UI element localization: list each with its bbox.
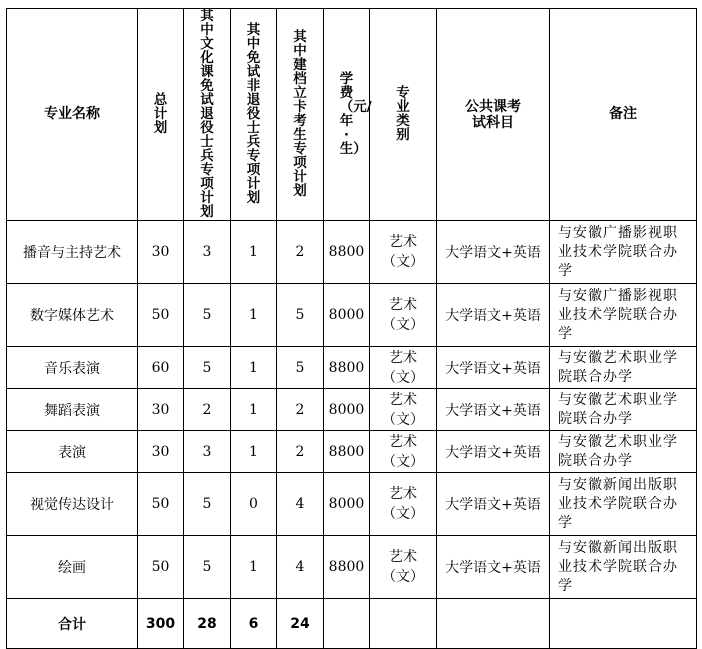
totals-tuition-empty bbox=[324, 599, 370, 649]
cell-veteran: 3 bbox=[184, 221, 231, 284]
cell-tuition: 8800 bbox=[324, 431, 370, 473]
cell-veteran: 5 bbox=[184, 473, 231, 536]
cell-nonexam: 0 bbox=[231, 473, 277, 536]
cell-poverty: 5 bbox=[277, 284, 324, 347]
table-row bbox=[7, 221, 697, 284]
cell-subjects: 大学语文+英语 bbox=[437, 536, 550, 599]
cell-total: 50 bbox=[138, 536, 184, 599]
cell-nonexam: 1 bbox=[231, 389, 277, 431]
cell-nonexam: 1 bbox=[231, 431, 277, 473]
cell-veteran: 5 bbox=[184, 347, 231, 389]
cell-veteran: 3 bbox=[184, 431, 231, 473]
cell-remarks: 与安徽艺术职业学院联合办学 bbox=[550, 389, 697, 431]
totals-nonexam: 6 bbox=[231, 599, 277, 649]
table-row bbox=[7, 284, 697, 347]
header-category: 专业类别 bbox=[370, 9, 437, 221]
cell-subjects: 大学语文+英语 bbox=[437, 431, 550, 473]
cell-veteran: 5 bbox=[184, 536, 231, 599]
cell-major: 表演 bbox=[7, 431, 138, 473]
cell-category: 艺术 （文） bbox=[370, 473, 437, 536]
totals-total: 300 bbox=[138, 599, 184, 649]
header-tuition: 学费（元/年·生） bbox=[324, 9, 370, 221]
cell-poverty: 5 bbox=[277, 347, 324, 389]
cell-total: 50 bbox=[138, 284, 184, 347]
cell-major: 音乐表演 bbox=[7, 347, 138, 389]
cell-category: 艺术 （文） bbox=[370, 347, 437, 389]
cell-poverty: 4 bbox=[277, 473, 324, 536]
header-poverty-plan: 其中建档立卡考生专项计划 bbox=[277, 9, 324, 221]
cell-veteran: 2 bbox=[184, 389, 231, 431]
cell-category: 艺术 （文） bbox=[370, 431, 437, 473]
cell-poverty: 2 bbox=[277, 221, 324, 284]
totals-label: 合计 bbox=[7, 599, 138, 649]
cell-tuition: 8000 bbox=[324, 473, 370, 536]
cell-total: 30 bbox=[138, 431, 184, 473]
cell-subjects: 大学语文+英语 bbox=[437, 473, 550, 536]
cell-major: 舞蹈表演 bbox=[7, 389, 138, 431]
cell-tuition: 8800 bbox=[324, 536, 370, 599]
header-public-subjects: 公共课考试科目 bbox=[437, 9, 550, 221]
totals-subjects-empty bbox=[437, 599, 550, 649]
cell-category: 艺术 （文） bbox=[370, 284, 437, 347]
header-veteran-plan: 其中文化课免试退役士兵专项计划 bbox=[184, 9, 231, 221]
cell-total: 60 bbox=[138, 347, 184, 389]
cell-veteran: 5 bbox=[184, 284, 231, 347]
cell-subjects: 大学语文+英语 bbox=[437, 221, 550, 284]
header-nonexam-plan: 其中免试非退役士兵专项计划 bbox=[231, 9, 277, 221]
cell-tuition: 8800 bbox=[324, 221, 370, 284]
cell-nonexam: 1 bbox=[231, 221, 277, 284]
table-row bbox=[7, 347, 697, 389]
cell-nonexam: 1 bbox=[231, 536, 277, 599]
totals-veteran: 28 bbox=[184, 599, 231, 649]
cell-remarks: 与安徽广播影视职业技术学院联合办学 bbox=[550, 284, 697, 347]
cell-poverty: 2 bbox=[277, 431, 324, 473]
totals-poverty: 24 bbox=[277, 599, 324, 649]
header-row bbox=[7, 9, 697, 221]
cell-nonexam: 1 bbox=[231, 284, 277, 347]
table-row bbox=[7, 431, 697, 473]
header-total-plan: 总计划 bbox=[138, 9, 184, 221]
cell-major: 数字媒体艺术 bbox=[7, 284, 138, 347]
table-row bbox=[7, 389, 697, 431]
cell-remarks: 与安徽广播影视职业技术学院联合办学 bbox=[550, 221, 697, 284]
cell-major: 绘画 bbox=[7, 536, 138, 599]
cell-total: 30 bbox=[138, 221, 184, 284]
cell-nonexam: 1 bbox=[231, 347, 277, 389]
cell-category: 艺术 （文） bbox=[370, 221, 437, 284]
cell-total: 30 bbox=[138, 389, 184, 431]
cell-tuition: 8800 bbox=[324, 347, 370, 389]
cell-remarks: 与安徽艺术职业学院联合办学 bbox=[550, 431, 697, 473]
header-remarks: 备注 bbox=[550, 9, 697, 221]
totals-category-empty bbox=[370, 599, 437, 649]
cell-subjects: 大学语文+英语 bbox=[437, 347, 550, 389]
enrollment-plan-table bbox=[6, 8, 697, 649]
totals-row bbox=[7, 599, 697, 649]
cell-category: 艺术 （文） bbox=[370, 536, 437, 599]
totals-remarks-empty bbox=[550, 599, 697, 649]
header-major: 专业名称 bbox=[7, 9, 138, 221]
cell-category: 艺术 （文） bbox=[370, 389, 437, 431]
cell-tuition: 8000 bbox=[324, 284, 370, 347]
table-row bbox=[7, 536, 697, 599]
table-row bbox=[7, 473, 697, 536]
cell-tuition: 8000 bbox=[324, 389, 370, 431]
cell-major: 视觉传达设计 bbox=[7, 473, 138, 536]
cell-total: 50 bbox=[138, 473, 184, 536]
cell-remarks: 与安徽新闻出版职业技术学院联合办学 bbox=[550, 536, 697, 599]
cell-remarks: 与安徽新闻出版职业技术学院联合办学 bbox=[550, 473, 697, 536]
cell-remarks: 与安徽艺术职业学院联合办学 bbox=[550, 347, 697, 389]
cell-subjects: 大学语文+英语 bbox=[437, 389, 550, 431]
cell-poverty: 2 bbox=[277, 389, 324, 431]
cell-poverty: 4 bbox=[277, 536, 324, 599]
cell-subjects: 大学语文+英语 bbox=[437, 284, 550, 347]
cell-major: 播音与主持艺术 bbox=[7, 221, 138, 284]
